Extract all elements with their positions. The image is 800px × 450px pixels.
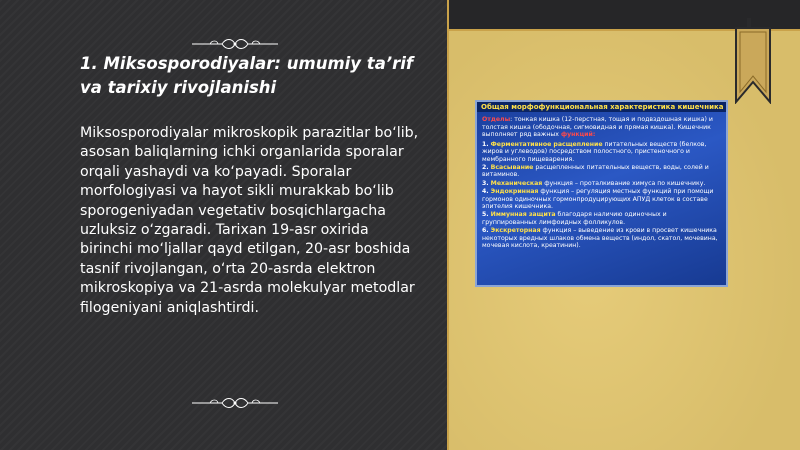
flourish-ornament-bottom-icon — [190, 395, 280, 411]
slide-title: 1. Miksosporodiyalar: umumiy ta’rif va tarixiy rivojlanishi — [80, 54, 414, 97]
list-item: 1. Ферментативное расщепление питательных веществ (белков, жиров и углеводов) посредством полостного, пристеночного и мембранного пищеварения. — [482, 140, 707, 163]
image-intro-text: : тонкая кишка (12-перстная, тощая и подвздошная кишка) и толстая кишка (ободочная, сигмовидная и прямая кишка). Кишечник выполняет ряд важных — [482, 116, 713, 139]
list-item: 5. Иммунная защита благодаря наличию одиночных и группированных лимфоидных фолликулов. — [482, 211, 667, 226]
list-item: 2. Всасывание расщепленных питательных веществ, воды, солей и витаминов. — [482, 164, 709, 179]
list-item: 6. Экскреторная функция – выведение из крови в просвет кишечника некоторых вредных шлаков обмена веществ (индол, скатол, мочевина, мочевая кислота, креатинин). — [482, 227, 718, 250]
image-header: Общая морфофункциональная характеристика кишечника — [477, 102, 726, 112]
image-function-list — [477, 141, 726, 250]
list-item: 3. Механическая функция – проталкивание химуса по кишечнику. — [482, 179, 706, 187]
list-item: 4. Эндокринная функция – регуляция местных функций при помощи гормонов одиночных гормонпродуцирующих АПУД клеток в составе эпителия кишечника. — [482, 188, 714, 211]
image-intro — [477, 112, 726, 141]
image-intro-label: Отделы — [482, 116, 511, 123]
flourish-ornament-top-icon — [190, 36, 280, 52]
image-intro-tail: функций: — [560, 131, 596, 139]
slide-body-text: Miksosporodiyalar mikroskopik parazitlar bo‘lib, asosan baliqlarning ichki organlarida sporalar orqali yashaydi va ko‘payadi. Sporalar morfologiyasi va hayot sikli murakkab bo‘lib sporogeniyadan vegetativ bosqichlargacha uzluksiz o‘zgaradi. Tarixan 19-asr oxirida birinchi mo‘ljallar qayd etilgan, 20-asr boshida tasnif rivojlangan, o‘rta 20-asrda elektron mikroskopiya va 21-asrda molekulyar metodlar filogeniyani aniqlashtirdi. — [80, 125, 419, 316]
embedded-slide-image — [475, 100, 728, 287]
bookmark-ribbon-icon — [733, 18, 773, 104]
